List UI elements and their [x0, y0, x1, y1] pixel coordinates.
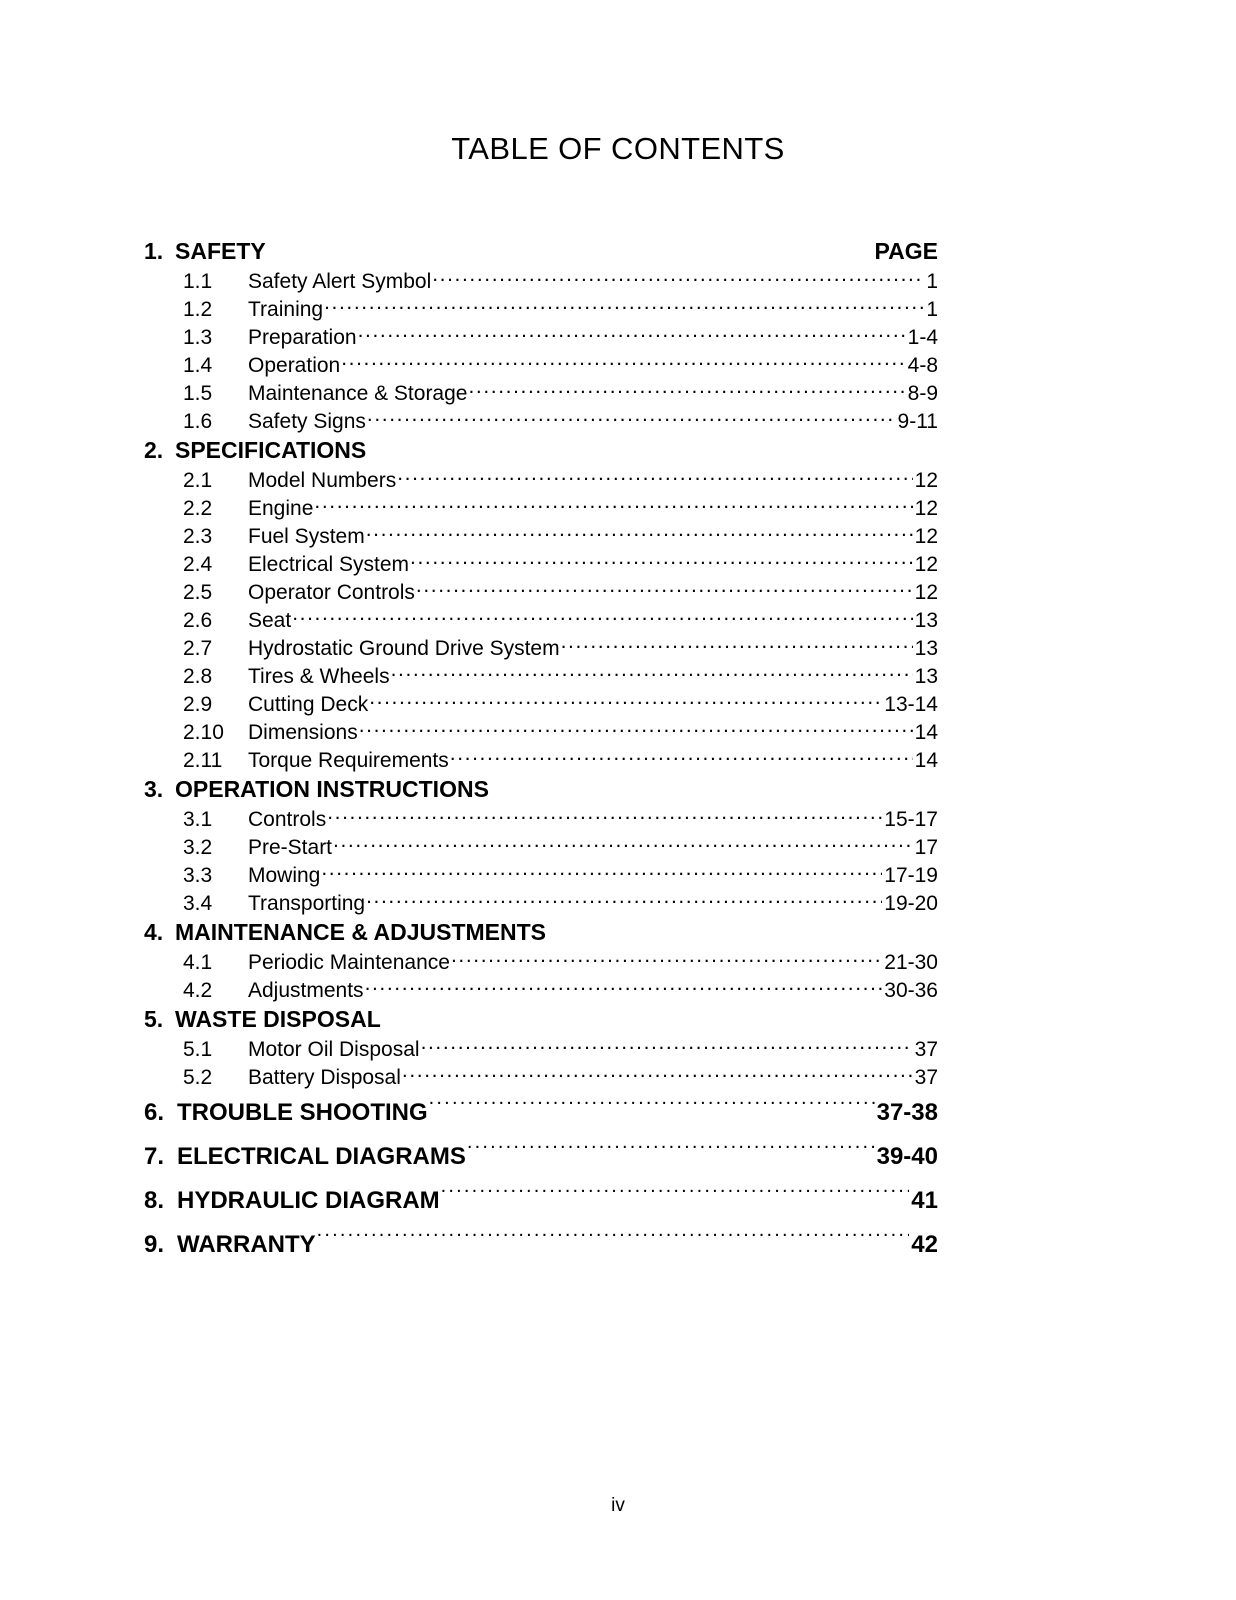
entry-label: Cutting Deck [248, 693, 369, 716]
entry-number: 5.2 [183, 1066, 213, 1089]
dot-leader [359, 718, 913, 739]
section-page-number: 41 [911, 1187, 938, 1214]
section-number: 6. [144, 1099, 165, 1126]
toc-section-specifications[interactable] [144, 435, 938, 466]
dot-leader [367, 407, 896, 428]
entry-number: 4.2 [183, 979, 213, 1002]
toc-section-warranty[interactable] [144, 1223, 938, 1267]
toc-section-maintenance-adjustments[interactable] [144, 917, 938, 948]
dot-leader [292, 606, 912, 627]
entry-page-number: 13 [914, 665, 938, 688]
dot-leader [450, 746, 913, 767]
section-label: MAINTENANCE & ADJUSTMENTS [175, 919, 546, 945]
entry-page-number: 1-4 [907, 326, 938, 349]
toc-entry-motor-oil-disposal[interactable] [144, 1035, 938, 1063]
section-label: WARRANTY [177, 1231, 316, 1258]
entry-number: 1.6 [183, 410, 213, 433]
toc-entry-safety-alert-symbol[interactable] [144, 267, 938, 295]
entry-number: 2.9 [183, 693, 213, 716]
section-label: ELECTRICAL DIAGRAMS [177, 1143, 466, 1170]
toc-entry-seat[interactable] [144, 606, 938, 634]
entry-page-number: 15-17 [884, 808, 938, 831]
dot-leader [432, 267, 924, 288]
entry-page-number: 17-19 [884, 864, 938, 887]
entry-label: Pre-Start [248, 836, 333, 859]
entry-label: Dimensions [248, 721, 358, 744]
entry-page-number: 8-9 [907, 382, 938, 405]
toc-entry-tires-wheels[interactable] [144, 662, 938, 690]
toc-entry-transporting[interactable] [144, 889, 938, 917]
entry-number: 1.3 [183, 326, 213, 349]
entry-page-number: 1 [926, 270, 938, 293]
dot-leader [416, 578, 913, 599]
toc-section-waste-disposal[interactable] [144, 1004, 938, 1035]
toc-entry-training[interactable] [144, 295, 938, 323]
table-of-contents [144, 236, 938, 1267]
page-title: TABLE OF CONTENTS [451, 131, 785, 166]
dot-leader [366, 889, 882, 910]
entry-number: 2.6 [183, 609, 213, 632]
section-number: 3. [144, 776, 164, 802]
entry-page-number: 14 [914, 749, 938, 772]
toc-entry-mowing[interactable] [144, 861, 938, 889]
toc-entry-hydrostatic-ground-drive-system[interactable] [144, 634, 938, 662]
entry-label: Motor Oil Disposal [248, 1038, 420, 1061]
entry-number: 1.4 [183, 354, 213, 377]
entry-page-number: 4-8 [907, 354, 938, 377]
dot-leader [468, 379, 905, 400]
section-number: 8. [144, 1187, 165, 1214]
entry-label: Training [248, 298, 324, 321]
dot-leader [391, 662, 913, 683]
entry-label: Transporting [248, 892, 366, 915]
dot-leader [358, 323, 906, 344]
toc-entry-battery-disposal[interactable] [144, 1063, 938, 1091]
section-number: 5. [144, 1006, 164, 1032]
entry-label: Tires & Wheels [248, 665, 390, 688]
dot-leader [410, 550, 913, 571]
toc-entry-electrical-system[interactable] [144, 550, 938, 578]
section-number: 4. [144, 919, 164, 945]
dot-leader [441, 1184, 910, 1208]
entry-page-number: 12 [914, 525, 938, 548]
entry-label: Hydrostatic Ground Drive System [248, 637, 560, 660]
page-folio: iv [611, 1495, 625, 1516]
dot-leader [365, 976, 883, 997]
page-column-header: PAGE [874, 238, 938, 264]
entry-label: Seat [248, 609, 292, 632]
toc-entry-pre-start[interactable] [144, 833, 938, 861]
entry-number: 2.2 [183, 497, 213, 520]
entry-label: Battery Disposal [248, 1066, 401, 1089]
entry-label: Mowing [248, 864, 321, 887]
entry-number: 3.4 [183, 892, 213, 915]
entry-label: Controls [248, 808, 327, 831]
entry-label: Safety Signs [248, 410, 366, 433]
entry-page-number: 1 [926, 298, 938, 321]
entry-number: 3.3 [183, 864, 213, 887]
entry-number: 2.10 [183, 721, 224, 744]
toc-entry-fuel-system[interactable] [144, 522, 938, 550]
section-page-number: 37-38 [876, 1099, 938, 1126]
entry-page-number: 19-20 [884, 892, 938, 915]
toc-entry-controls[interactable] [144, 805, 938, 833]
section-number: 7. [144, 1143, 165, 1170]
entry-number: 5.1 [183, 1038, 213, 1061]
dot-leader [451, 948, 882, 969]
section-label: SPECIFICATIONS [175, 437, 367, 463]
dot-leader [366, 522, 913, 543]
dot-leader [324, 295, 924, 316]
entry-label: Engine [248, 497, 314, 520]
entry-page-number: 12 [914, 553, 938, 576]
toc-entry-torque-requirements[interactable] [144, 746, 938, 774]
entry-number: 1.2 [183, 298, 213, 321]
entry-number: 2.1 [183, 469, 213, 492]
toc-section-hydraulic-diagram[interactable] [144, 1179, 938, 1223]
entry-page-number: 14 [914, 721, 938, 744]
entry-number: 3.1 [183, 808, 213, 831]
entry-page-number: 12 [914, 469, 938, 492]
toc-entry-operation[interactable] [144, 351, 938, 379]
toc-section-safety[interactable] [144, 236, 938, 267]
entry-label: Preparation [248, 326, 357, 349]
toc-entry-model-numbers[interactable] [144, 466, 938, 494]
section-page-number: 42 [911, 1231, 938, 1258]
dot-leader [341, 351, 905, 372]
entry-number: 2.3 [183, 525, 213, 548]
entry-label: Fuel System [248, 525, 365, 548]
entry-page-number: 13 [914, 637, 938, 660]
toc-entry-cutting-deck[interactable] [144, 690, 938, 718]
entry-page-number: 17 [914, 836, 938, 859]
dot-leader [369, 690, 882, 711]
toc-entry-adjustments[interactable] [144, 976, 938, 1004]
dot-leader [421, 1035, 913, 1056]
entry-page-number: 9-11 [897, 410, 938, 433]
entry-page-number: 37 [914, 1038, 938, 1061]
entry-page-number: 12 [914, 581, 938, 604]
toc-entry-safety-signs[interactable] [144, 407, 938, 435]
section-label: OPERATION INSTRUCTIONS [175, 776, 489, 802]
toc-entry-preparation[interactable] [144, 323, 938, 351]
section-page-number: 39-40 [876, 1143, 938, 1170]
toc-section-electrical-diagrams[interactable] [144, 1135, 938, 1179]
dot-leader [467, 1140, 875, 1164]
entry-number: 2.7 [183, 637, 213, 660]
dot-leader [333, 833, 913, 854]
dot-leader [314, 494, 912, 515]
dot-leader [327, 805, 882, 826]
section-label: SAFETY [175, 238, 266, 264]
entry-page-number: 21-30 [884, 951, 938, 974]
entry-number: 4.1 [183, 951, 213, 974]
entry-number: 3.2 [183, 836, 213, 859]
entry-label: Model Numbers [248, 469, 397, 492]
section-number: 9. [144, 1231, 165, 1258]
toc-entry-dimensions[interactable] [144, 718, 938, 746]
entry-number: 2.4 [183, 553, 213, 576]
toc-section-trouble-shooting[interactable] [144, 1091, 938, 1135]
entry-number: 2.8 [183, 665, 213, 688]
entry-label: Operator Controls [248, 581, 415, 604]
entry-label: Torque Requirements [248, 749, 449, 772]
entry-number: 1.5 [183, 382, 213, 405]
entry-page-number: 12 [914, 497, 938, 520]
toc-entry-periodic-maintenance[interactable] [144, 948, 938, 976]
toc-entry-operator-controls[interactable] [144, 578, 938, 606]
dot-leader [397, 466, 912, 487]
dot-leader [321, 861, 882, 882]
entry-number: 2.11 [183, 749, 223, 772]
toc-entry-maintenance-storage[interactable] [144, 379, 938, 407]
entry-label: Safety Alert Symbol [248, 270, 432, 293]
dot-leader [317, 1228, 910, 1252]
dot-leader [402, 1063, 913, 1084]
entry-page-number: 37 [914, 1066, 938, 1089]
section-label: WASTE DISPOSAL [175, 1006, 381, 1032]
toc-section-operation-instructions[interactable] [144, 774, 938, 805]
toc-entry-engine[interactable] [144, 494, 938, 522]
entry-page-number: 13-14 [884, 693, 938, 716]
section-number: 1. [144, 238, 164, 264]
section-label: TROUBLE SHOOTING [177, 1099, 428, 1126]
entry-label: Maintenance & Storage [248, 382, 468, 405]
section-label: HYDRAULIC DIAGRAM [177, 1187, 440, 1214]
entry-number: 1.1 [183, 270, 213, 293]
entry-number: 2.5 [183, 581, 213, 604]
entry-label: Electrical System [248, 553, 410, 576]
section-number: 2. [144, 437, 164, 463]
entry-label: Operation [248, 354, 341, 377]
entry-page-number: 30-36 [884, 979, 938, 1002]
entry-page-number: 13 [914, 609, 938, 632]
dot-leader [429, 1096, 875, 1120]
entry-label: Periodic Maintenance [248, 951, 450, 974]
dot-leader [561, 634, 913, 655]
entry-label: Adjustments [248, 979, 364, 1002]
